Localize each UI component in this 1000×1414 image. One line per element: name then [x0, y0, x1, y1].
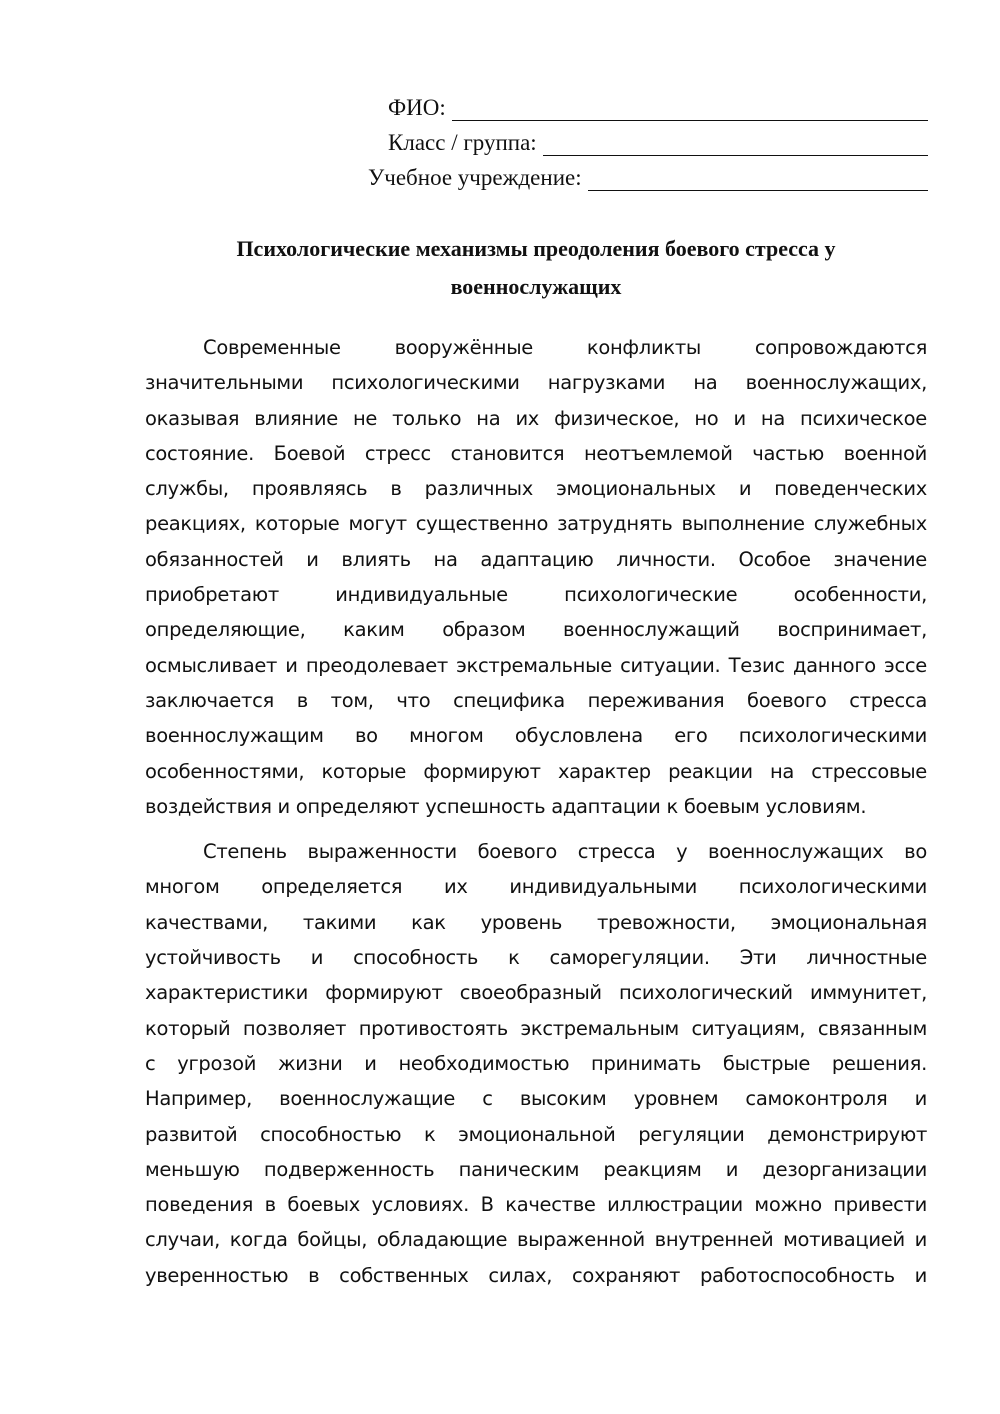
- essay-line: оказывая влияние не только на их физическое, но и на психическое: [145, 406, 927, 430]
- essay-line: Степень выраженности боевого стресса у военнослужащих во: [203, 840, 927, 864]
- essay-line: особенностями, которые формируют характер реакции на стрессовые: [145, 759, 927, 783]
- essay-line: Современные вооружённые конфликты сопровождаются: [203, 336, 927, 359]
- essay-line: Например, военнослужащие с высоким уровнем самоконтроля и: [145, 1087, 927, 1111]
- fio-field: [368, 90, 928, 125]
- essay-line: качествами, такими как уровень тревожности, эмоциональная: [145, 910, 927, 934]
- essay-line: с угрозой жизни и необходимостью принимать быстрые решения.: [145, 1051, 927, 1075]
- class-blank-line[interactable]: [543, 133, 928, 156]
- class-field: [368, 125, 928, 160]
- essay-line: устойчивость и способность к саморегуляции. Эти личностные: [145, 946, 927, 970]
- class-label: Класс / группа:: [388, 130, 537, 155]
- essay-title-line-1: Психологические механизмы преодоления боевого стресса у: [236, 236, 836, 261]
- school-label: Учебное учреждение:: [368, 165, 582, 190]
- essay-line: случаи, когда бойцы, обладающие выраженной внутренней мотивацией и: [145, 1228, 927, 1252]
- school-field: [368, 160, 928, 195]
- essay-line: многом определяется их индивидуальными психологическими: [145, 875, 927, 899]
- essay-line: меньшую подверженность паническим реакциям и дезорганизации: [145, 1157, 927, 1181]
- fio-blank-line[interactable]: [452, 98, 928, 121]
- essay-title: [145, 230, 927, 306]
- essay-line: реакциях, которые могут существенно затруднять выполнение служебных: [145, 512, 927, 536]
- essay-paragraph: [145, 834, 927, 1293]
- essay-paragraph: [145, 330, 927, 824]
- fio-label: ФИО:: [388, 95, 446, 120]
- essay-line: заключается в том, что специфика переживания боевого стресса: [145, 688, 927, 712]
- essay-line: службы, проявляясь в различных эмоциональных и поведенческих: [145, 477, 927, 501]
- essay-line: уверенностью в собственных силах, сохраняют работоспособность и: [145, 1263, 927, 1287]
- essay-body: [145, 330, 927, 1303]
- essay-line: значительными психологическими нагрузками на военнослужащих,: [145, 371, 927, 395]
- essay-line: определяющие, каким образом военнослужащий воспринимает,: [145, 618, 927, 642]
- essay-line: развитой способностью к эмоциональной регуляции демонстрируют: [145, 1122, 927, 1146]
- essay-line: воздействия и определяют успешность адаптации к боевым условиям.: [145, 794, 867, 818]
- essay-title-line-2: военнослужащих: [450, 274, 622, 299]
- essay-line: состояние. Боевой стресс становится неотъемлемой частью военной: [145, 441, 927, 465]
- essay-line: осмысливает и преодолевает экстремальные ситуации. Тезис данного эссе: [145, 653, 927, 677]
- essay-line: характеристики формируют своеобразный психологический иммунитет,: [145, 981, 927, 1005]
- essay-line: который позволяет противостоять экстремальным ситуациям, связанным: [145, 1016, 927, 1040]
- essay-line: приобретают индивидуальные психологические особенности,: [145, 583, 927, 607]
- essay-line: поведения в боевых условиях. В качестве иллюстрации можно привести: [145, 1193, 927, 1217]
- essay-line: военнослужащим во многом обусловлена его психологическими: [145, 724, 927, 748]
- essay-line: обязанностей и влиять на адаптацию личности. Особое значение: [145, 547, 927, 571]
- student-info-header: [368, 90, 928, 195]
- school-blank-line[interactable]: [588, 168, 928, 191]
